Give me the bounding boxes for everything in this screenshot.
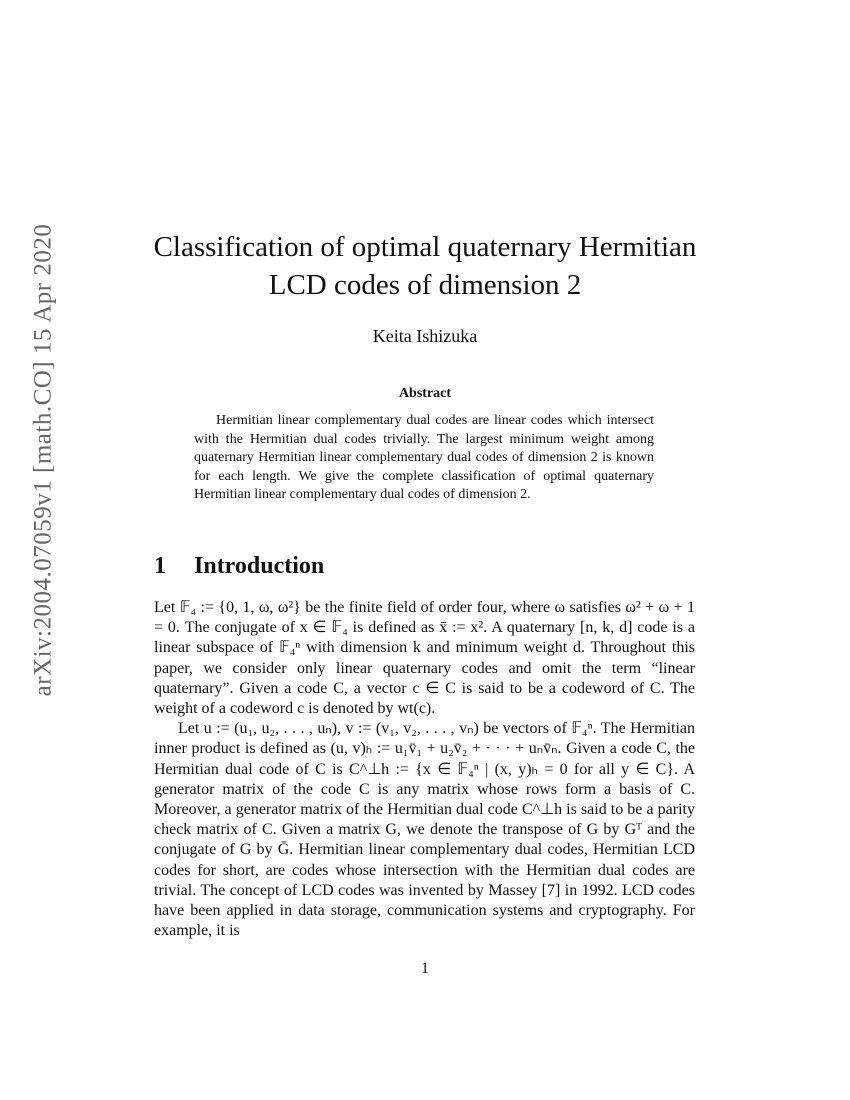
section-title: Introduction (194, 553, 325, 579)
paper-title (120, 228, 730, 304)
page-number: 1 (421, 960, 429, 977)
arxiv-identifier: arXiv:2004.07059v1 [math.CO] 15 Apr 2020 (29, 223, 57, 697)
arxiv-sidebar (18, 223, 68, 697)
author-name: Keita Ishizuka (372, 326, 478, 346)
abstract-heading: Abstract (398, 386, 452, 401)
section-number: 1 (154, 553, 166, 579)
section-heading (154, 553, 324, 580)
paragraph-1: Let 𝔽₄ := {0, 1, ω, ω²} be the finite field of order four, where ω satisfies ω² + ω + 1 = 0. The conjugate of x ∈ 𝔽₄ is defined as x̄ := x². A quaternary [n, k, d] code is a linear subspace of 𝔽₄ⁿ with dimension k and minimum weight d. Throughout this paper, we consider only linear quaternary codes and omit the term “linear quaternary”. Given a code C, a vector c ∈ C is said to be a codeword of C. The weight of a codeword c is denoted by wt(c). (154, 599, 695, 718)
title-line-2: LCD codes of dimension 2 (268, 269, 582, 301)
body-text (154, 598, 695, 941)
paragraph-2: Let u := (u₁, u₂, . . . , uₙ), v := (v₁, v₂, . . . , vₙ) be vectors of 𝔽₄ⁿ. The Hermitian inner product is defined as (u, v)ₕ := u₁v̄₁ + u₂v̄₂ + · · · + uₙv̄ₙ. Given a code C, the Hermitian dual code of C is C^⊥h := {x ∈ 𝔽₄ⁿ | (x, y)ₕ = 0 for all y ∈ C}. A generator matrix of the code C is any matrix whose rows form a basis of C. Moreover, a generator matrix of the Hermitian dual code C^⊥h is said to be a parity check matrix of C. Given a matrix G, we denote the transpose of G by Gᵀ and the conjugate of G by Ḡ. Hermitian linear complementary dual codes, Hermitian LCD codes for short, are codes whose intersection with the Hermitian dual codes are trivial. The concept of LCD codes was invented by Massey [7] in 1992. LCD codes have been applied in data storage, communication systems and cryptography. For example, it is (154, 720, 695, 940)
abstract-text: Hermitian linear complementary dual codes are linear codes which intersect with the Hermitian dual codes trivially. The largest minimum weight among quaternary Hermitian linear complementary dual codes of dimension 2 is known for each length. We give the complete classification of optimal quaternary Hermitian linear complementary dual codes of dimension 2. (194, 413, 654, 502)
title-line-1: Classification of optimal quaternary Hermitian (153, 231, 697, 263)
